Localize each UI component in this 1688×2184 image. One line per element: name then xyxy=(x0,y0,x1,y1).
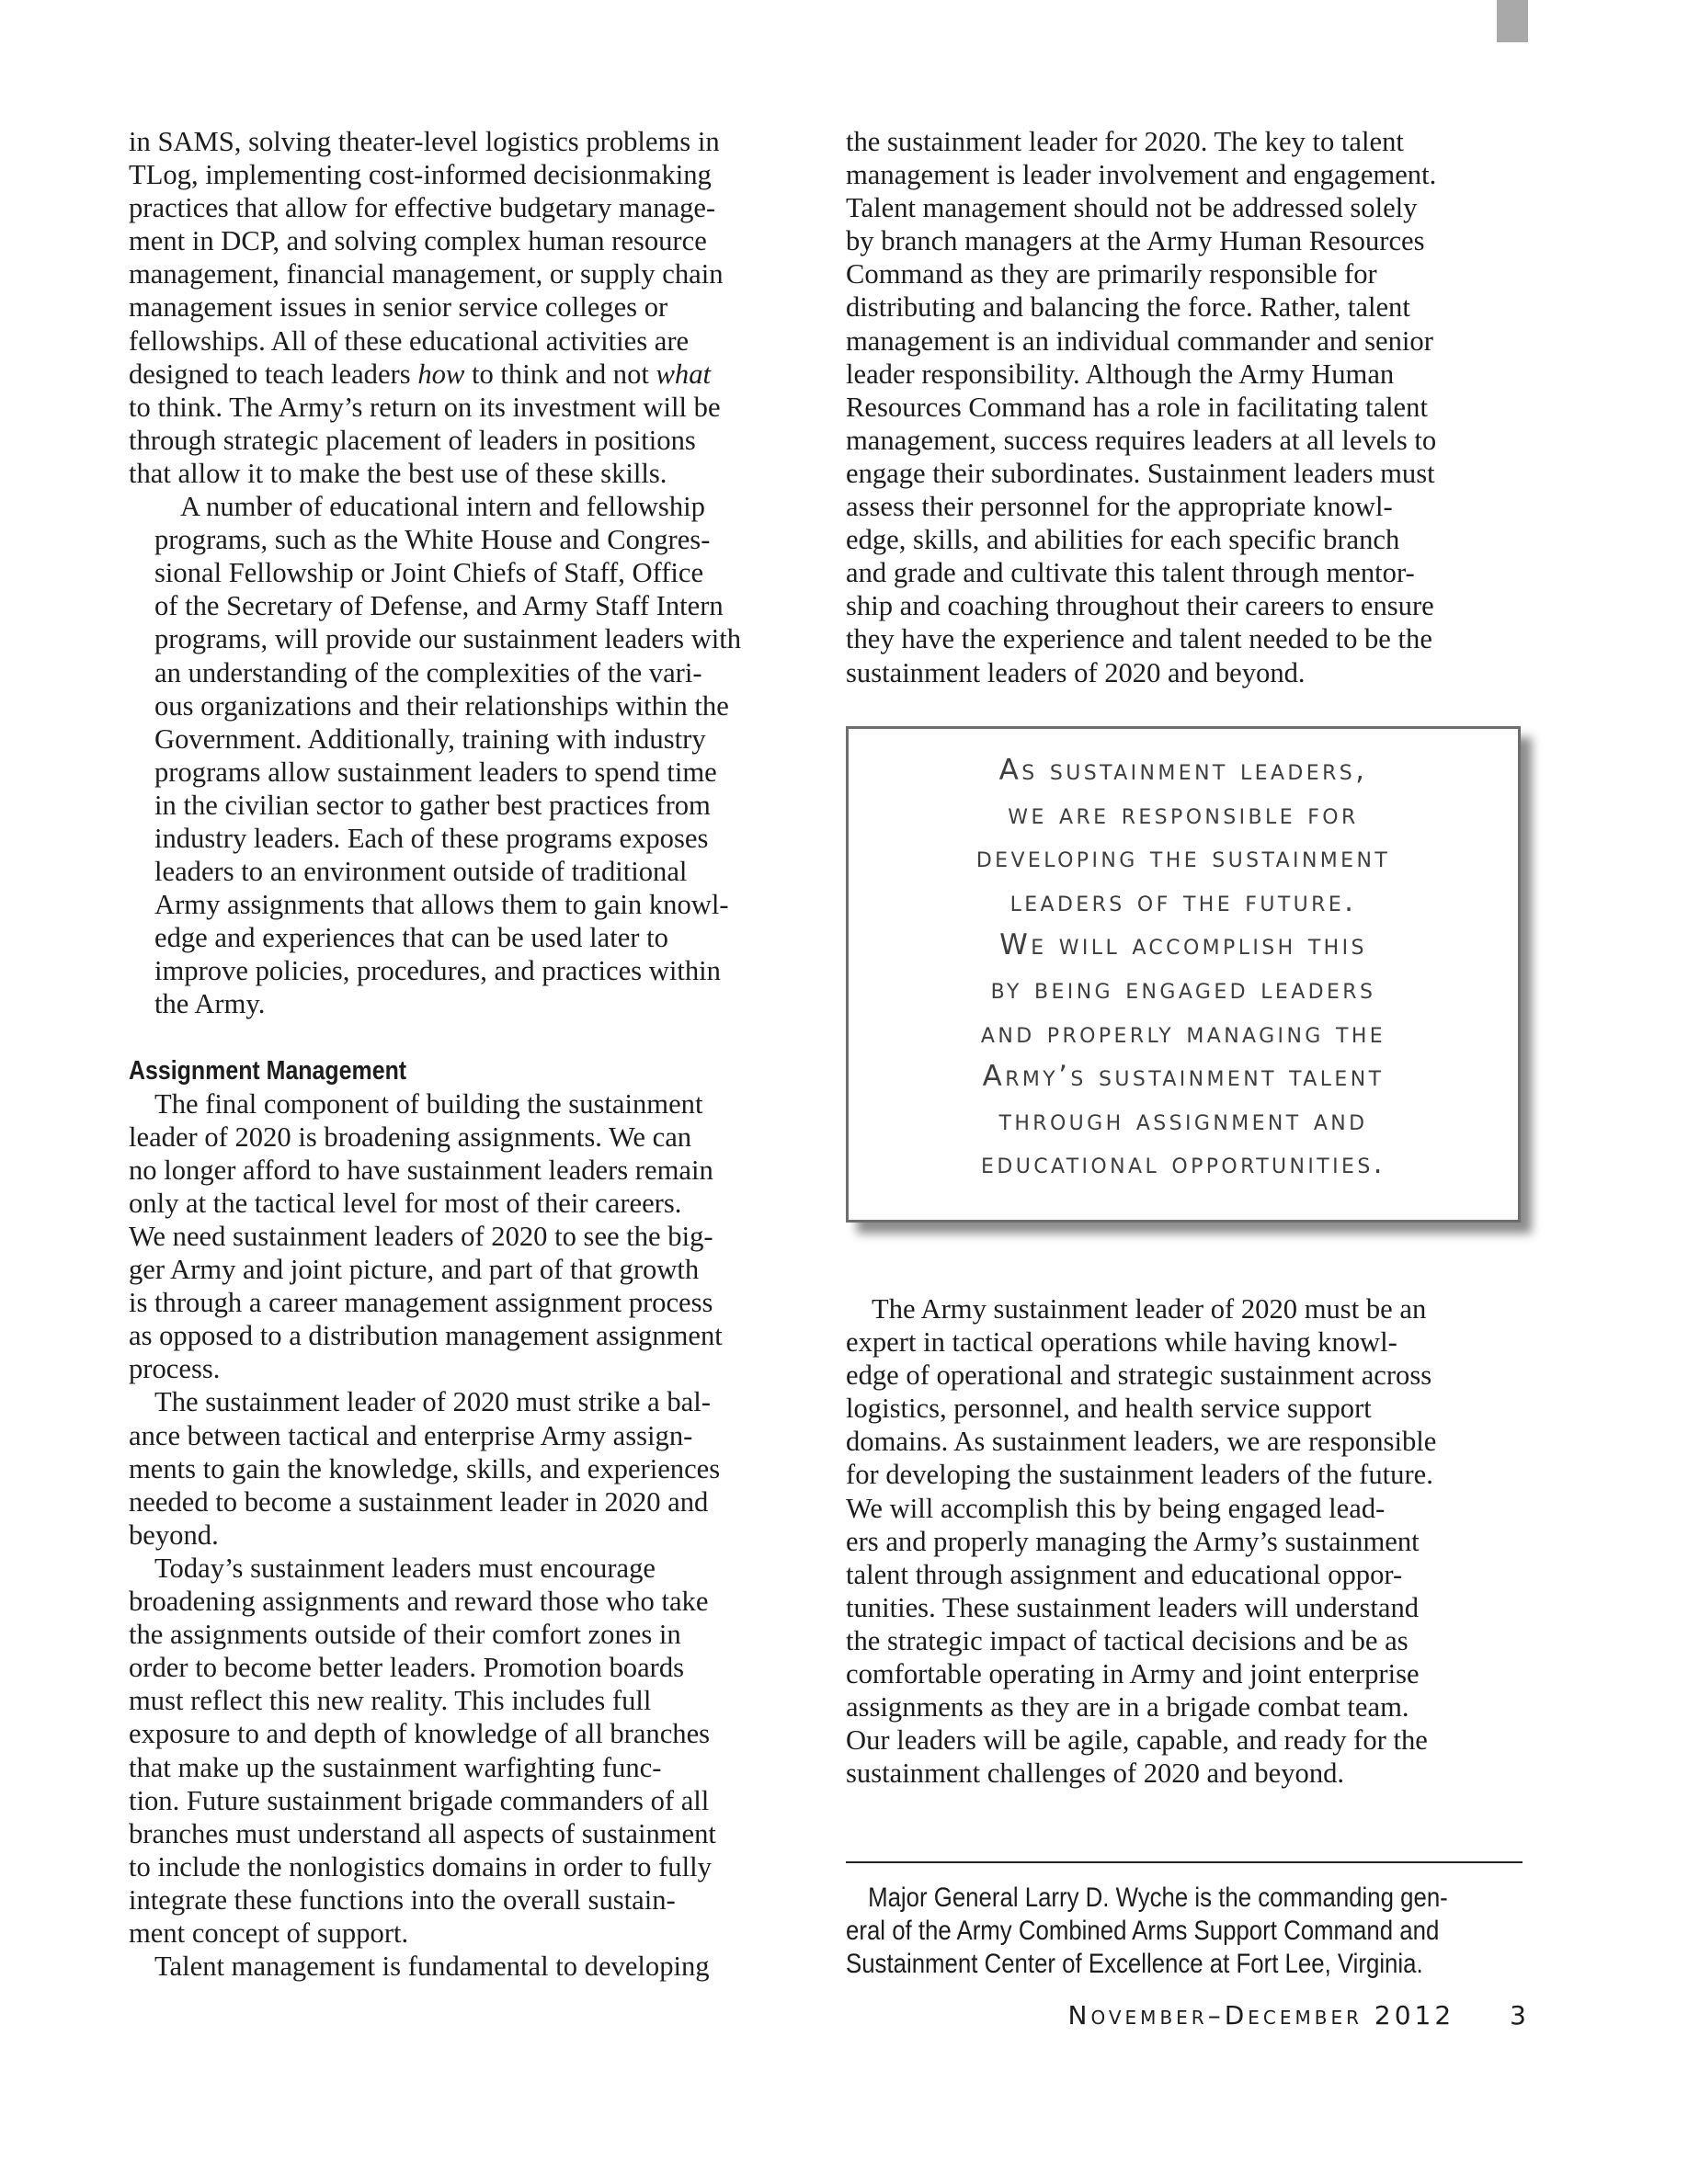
text-segment: to think and not xyxy=(464,358,656,390)
text-line: The Army sustainment leader of 2020 must be an xyxy=(872,1293,1427,1325)
text-line: exposure to and depth of knowledge of all branches xyxy=(129,1718,711,1750)
text-line: beyond. xyxy=(129,1519,219,1551)
text-line: leaders to an environment outside of traditional xyxy=(154,856,688,888)
paragraph xyxy=(846,125,1526,689)
paragraph xyxy=(129,1552,809,1950)
text-line: The final component of building the sustainment xyxy=(154,1087,703,1120)
text-line: Talent management should not be addressed solely xyxy=(846,192,1418,224)
bio-line: eral of the Army Combined Arms Support Command and xyxy=(846,1916,1440,1946)
text-line: to include the nonlogistics domains in order to fully xyxy=(129,1850,712,1883)
text-line: through strategic placement of leaders in positions xyxy=(129,424,696,456)
text-line: assess their personnel for the appropriate knowl- xyxy=(846,491,1393,523)
text-line: ment concept of support. xyxy=(129,1917,409,1949)
paragraph xyxy=(129,1385,809,1551)
text-line: management, success requires leaders at all levels to xyxy=(846,424,1437,456)
text-line: We need sustainment leaders of 2020 to see the big- xyxy=(129,1221,713,1252)
page-number: 3 xyxy=(1510,2000,1526,2030)
text-line: programs, will provide our sustainment leaders with xyxy=(154,623,742,655)
text-line: integrate these functions into the overall sustain- xyxy=(129,1883,676,1916)
text-line: order to become better leaders. Promotion boards xyxy=(129,1652,685,1684)
pull-quote-line: and properly managing the xyxy=(980,1016,1386,1050)
pull-quote-line: Army’s sustainment talent xyxy=(982,1060,1385,1094)
pull-quote-line: through assignment and xyxy=(998,1103,1368,1137)
text-line: fellowships. All of these educational activities are xyxy=(129,324,690,357)
text-line: edge of operational and strategic sustainment across xyxy=(846,1359,1432,1392)
text-line: process. xyxy=(129,1353,221,1385)
text-line: logistics, personnel, and health service support xyxy=(846,1393,1372,1425)
author-bio xyxy=(846,1882,1526,1981)
text-line: of the Secretary of Defense, and Army Staff Intern xyxy=(154,590,724,622)
text-line: that make up the sustainment warfighting func- xyxy=(129,1751,662,1783)
pull-quote-box xyxy=(846,726,1521,1223)
section-heading: Assignment Management xyxy=(129,1055,407,1086)
text-line: engage their subordinates. Sustainment leaders must xyxy=(846,457,1435,489)
text-line: edge and experiences that can be used later to xyxy=(154,922,668,954)
text-line: sustainment challenges of 2020 and beyond. xyxy=(846,1757,1345,1790)
text-line: management is leader involvement and engagement. xyxy=(846,159,1437,191)
text-line: in the civilian sector to gather best practices from xyxy=(154,789,711,821)
text-line: talent through assignment and educational oppor- xyxy=(846,1558,1403,1590)
right-column-bottom xyxy=(846,1292,1526,1790)
text-line: expert in tactical operations while having knowl- xyxy=(846,1326,1397,1359)
text-line: only at the tactical level for most of their careers. xyxy=(129,1187,682,1219)
pull-quote-line: As sustainment leaders, xyxy=(998,754,1368,787)
text-line: no longer afford to have sustainment leaders remain xyxy=(129,1154,713,1186)
text-line: management issues in senior service colleges or xyxy=(129,291,668,324)
text-line: Command as they are primarily responsible for xyxy=(846,258,1377,290)
text-line: We will accomplish this by being engaged lead- xyxy=(846,1492,1386,1524)
text-line: ment in DCP, and solving complex human resource xyxy=(129,225,707,257)
text-segment: designed to teach leaders xyxy=(129,358,418,390)
text-line: Our leaders will be agile, capable, and ready for the xyxy=(846,1724,1428,1757)
text-line: edge, skills, and abilities for each specific branch xyxy=(846,524,1400,556)
bio-divider xyxy=(846,1861,1523,1863)
pull-quote-line: leaders of the future. xyxy=(1009,884,1357,918)
right-column-top xyxy=(846,125,1526,689)
text-line: by branch managers at the Army Human Resources xyxy=(846,225,1425,257)
text-line: Government. Additionally, training with industry xyxy=(154,722,706,755)
issue-date: November–December 2012 xyxy=(1067,2000,1455,2030)
paragraph xyxy=(129,490,809,1021)
text-line: tunities. These sustainment leaders will understand xyxy=(846,1591,1420,1623)
text-line: broadening assignments and reward those who take xyxy=(129,1586,709,1618)
text-line: they have the experience and talent needed to be the xyxy=(846,623,1432,655)
text-line: and grade and cultivate this talent through mentor- xyxy=(846,557,1415,589)
pull-quote-line: by being engaged leaders xyxy=(990,972,1376,1006)
bio-line: Sustainment Center of Excellence at Fort Lee, Virginia. xyxy=(846,1949,1423,1979)
text-line: as opposed to a distribution management assignment xyxy=(129,1320,723,1352)
text-line: assignments as they are in a brigade combat team. xyxy=(846,1691,1409,1723)
text-line: management, financial management, or supply chain xyxy=(129,258,724,290)
text-line: Talent management is fundamental to developing xyxy=(154,1951,710,1983)
text-line: The sustainment leader of 2020 must strike a bal- xyxy=(154,1386,711,1418)
text-line: ance between tactical and enterprise Army assign- xyxy=(129,1419,693,1451)
text-line: an understanding of the complexities of the vari- xyxy=(154,656,702,688)
pull-quote-line: educational opportunities. xyxy=(981,1147,1386,1181)
text-line: programs, such as the White House and Congres- xyxy=(154,524,711,556)
text-line: is through a career management assignment process xyxy=(129,1287,713,1319)
text-line: A number of educational intern and fellowship xyxy=(180,491,705,523)
text-line: Resources Command has a role in facilitating talent xyxy=(846,391,1428,423)
pull-quote-line: We will accomplish this xyxy=(999,928,1367,962)
text-line: the Army. xyxy=(154,988,266,1020)
text-line: ous organizations and their relationships within the xyxy=(154,689,729,722)
text-line: that allow it to make the best use of these skills. xyxy=(129,457,667,489)
text-line: ments to gain the knowledge, skills, and experiences xyxy=(129,1452,721,1484)
text-line: TLog, implementing cost-informed decisionmaking xyxy=(129,159,712,191)
text-line: industry leaders. Each of these programs exposes xyxy=(154,822,709,854)
text-line: branches must understand all aspects of sustainment xyxy=(129,1817,716,1849)
text-line: practices that allow for effective budgetary manage- xyxy=(129,192,716,224)
page-tab-marker xyxy=(1497,0,1528,42)
page-footer xyxy=(956,2000,1526,2030)
text-line: the assignments outside of their comfort zones in xyxy=(129,1619,681,1651)
text-line: to think. The Army’s return on its investment will be xyxy=(129,391,721,423)
text-line: for developing the sustainment leaders of the future. xyxy=(846,1459,1433,1491)
italic-word: what xyxy=(656,358,712,390)
text-line: domains. As sustainment leaders, we are responsible xyxy=(846,1426,1437,1458)
text-line: leader responsibility. Although the Army Human xyxy=(846,358,1395,390)
text-line: improve policies, procedures, and practices within xyxy=(154,955,721,987)
italic-word: how xyxy=(417,358,465,390)
text-line: programs allow sustainment leaders to spend time xyxy=(154,756,717,788)
text-line: tion. Future sustainment brigade commanders of all xyxy=(129,1784,710,1816)
text-line: leader of 2020 is broadening assignments. We can xyxy=(129,1120,692,1153)
text-line xyxy=(129,358,809,391)
pull-quote-line: we are responsible for xyxy=(1008,797,1359,831)
pull-quote-line: developing the sustainment xyxy=(975,841,1391,875)
text-line: comfortable operating in Army and joint enterprise xyxy=(846,1658,1420,1690)
text-line: sional Fellowship or Joint Chiefs of Staff, Office xyxy=(154,557,704,589)
bio-line: Major General Larry D. Wyche is the commanding gen- xyxy=(868,1883,1448,1913)
text-line: distributing and balancing the force. Rather, talent xyxy=(846,291,1410,324)
text-line: in SAMS, solving theater-level logistics problems in xyxy=(129,126,720,157)
text-line: management is an individual commander and senior xyxy=(846,324,1433,357)
text-line: needed to become a sustainment leader in 2020 and xyxy=(129,1485,709,1518)
paragraph xyxy=(129,1087,809,1386)
text-line: the sustainment leader for 2020. The key to talent xyxy=(846,126,1404,157)
text-line: the strategic impact of tactical decisions and be as xyxy=(846,1624,1409,1656)
text-line: Today’s sustainment leaders must encourage xyxy=(154,1552,656,1584)
left-column xyxy=(129,125,809,1983)
text-line: ship and coaching throughout their careers to ensure xyxy=(846,590,1434,622)
text-line: Army assignments that allows them to gain knowl- xyxy=(154,889,729,921)
paragraph xyxy=(129,125,809,490)
text-line: sustainment leaders of 2020 and beyond. xyxy=(846,656,1306,688)
text-line: ger Army and joint picture, and part of that growth xyxy=(129,1254,700,1286)
paragraph xyxy=(846,1292,1526,1790)
text-line: must reflect this new reality. This includes full xyxy=(129,1685,652,1717)
text-line: ers and properly managing the Army’s sustainment xyxy=(846,1525,1420,1557)
paragraph xyxy=(129,1950,809,1983)
